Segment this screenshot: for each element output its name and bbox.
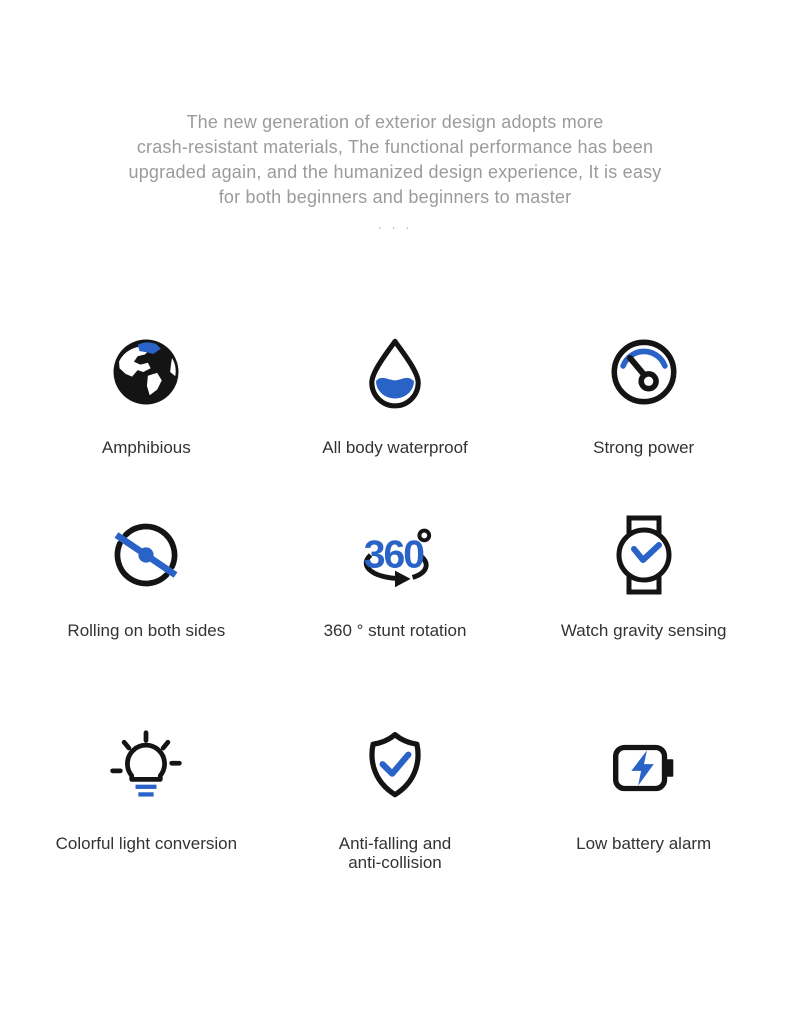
intro-line: The new generation of exterior design adopts more xyxy=(186,112,604,132)
intro-line: upgraded again, and the humanized design experience, It is easy xyxy=(128,162,662,182)
feature-360-rotation xyxy=(271,513,520,640)
feature-low-battery xyxy=(519,726,768,872)
feature-label: Colorful light conversion xyxy=(55,834,238,853)
ellipsis-dots: . . . xyxy=(377,216,413,232)
rolling-circle-icon xyxy=(104,513,188,597)
waterdrop-icon xyxy=(353,330,437,414)
feature-label: Low battery alarm xyxy=(576,834,712,853)
shield-check-icon xyxy=(353,726,437,810)
feature-amphibious xyxy=(22,330,271,457)
feature-anti-falling xyxy=(271,726,520,872)
feature-label: Watch gravity sensing xyxy=(560,621,727,640)
feature-label: 360 ° stunt rotation xyxy=(323,621,467,640)
feature-row-1 xyxy=(22,330,768,457)
svg-text:360: 360 xyxy=(363,533,424,577)
globe-icon xyxy=(104,330,188,414)
feature-strong-power xyxy=(519,330,768,457)
feature-label: Strong power xyxy=(593,438,695,457)
feature-grid xyxy=(22,330,768,872)
lightbulb-icon xyxy=(104,726,188,810)
rotation-360-icon xyxy=(353,513,437,597)
feature-label: All body waterproof xyxy=(322,438,468,457)
feature-row-3 xyxy=(22,726,768,872)
feature-rolling xyxy=(22,513,271,640)
intro-line: for both beginners and beginners to master xyxy=(218,187,572,207)
feature-waterproof xyxy=(271,330,520,457)
feature-light-conversion xyxy=(22,726,271,872)
intro-line: crash-resistant materials, The functional performance has been xyxy=(136,137,654,157)
watch-icon xyxy=(602,513,686,597)
feature-label: Amphibious xyxy=(101,438,191,457)
gauge-icon xyxy=(602,330,686,414)
feature-label: Anti-falling and anti-collision xyxy=(338,834,452,872)
feature-gravity-sensing xyxy=(519,513,768,640)
battery-bolt-icon xyxy=(602,726,686,810)
feature-row-2 xyxy=(22,513,768,640)
intro-paragraph xyxy=(0,0,790,210)
feature-label: Rolling on both sides xyxy=(67,621,226,640)
